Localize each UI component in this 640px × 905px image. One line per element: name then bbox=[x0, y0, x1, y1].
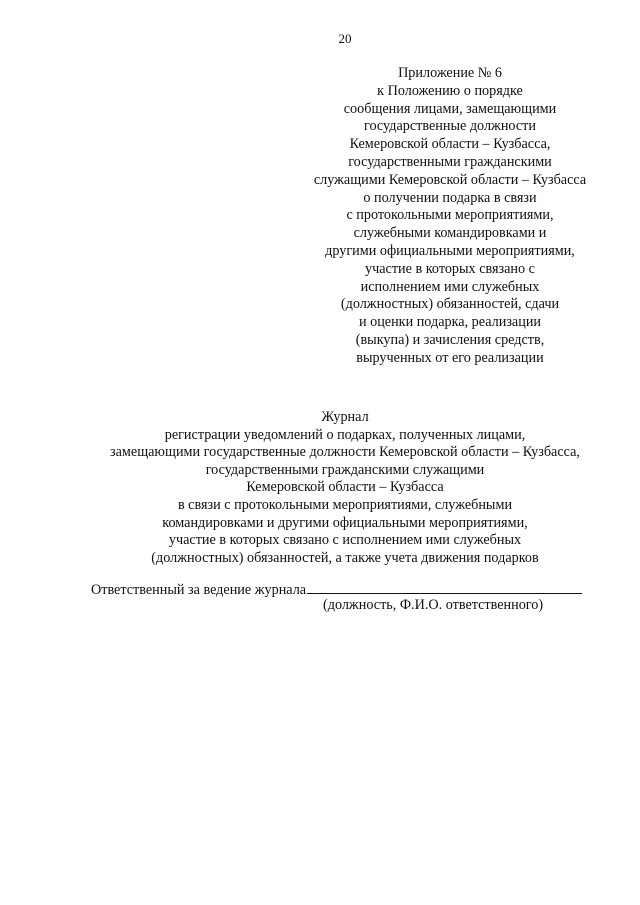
appendix-line: служащими Кемеровской области – Кузбасса bbox=[313, 171, 587, 188]
journal-title: Журнал bbox=[321, 409, 369, 425]
appendix-line: государственные должности bbox=[364, 118, 536, 135]
appendix-line: государственными гражданскими bbox=[348, 153, 552, 170]
journal-heading bbox=[60, 409, 630, 567]
journal-line: замещающими государственные должности Кемеровской области – Кузбасса, bbox=[110, 444, 580, 461]
appendix-line: исполнением ими служебных bbox=[360, 278, 540, 295]
responsible-blank-line bbox=[307, 579, 582, 594]
appendix-line: и оценки подарка, реализации bbox=[358, 314, 542, 331]
appendix-line: Приложение № 6 bbox=[398, 65, 502, 81]
appendix-line: о получении подарка в связи bbox=[363, 189, 537, 206]
appendix-line: Кемеровской области – Кузбасса, bbox=[349, 136, 551, 153]
journal-line: (должностных) обязанностей, а также учета движения подарков bbox=[151, 549, 539, 566]
appendix-line: сообщения лицами, замещающими bbox=[343, 100, 557, 117]
journal-line: государственными гражданскими служащими bbox=[205, 461, 485, 478]
appendix-line: служебными командировками и bbox=[353, 225, 547, 242]
journal-line: регистрации уведомлений о подарках, полученных лицами, bbox=[164, 426, 526, 443]
appendix-line: вырученных от его реализации bbox=[356, 349, 544, 366]
responsible-caption: (должность, Ф.И.О. ответственного) bbox=[323, 597, 544, 613]
appendix-line: участие в которых связано с bbox=[365, 260, 535, 277]
journal-line: Кемеровской области – Кузбасса bbox=[246, 479, 444, 496]
journal-line: участие в которых связано с исполнением ими служебных bbox=[168, 532, 522, 549]
appendix-line: (должностных) обязанностей, сдачи bbox=[340, 296, 560, 313]
responsible-field bbox=[91, 579, 611, 599]
page-number: 20 bbox=[338, 31, 352, 46]
journal-line: командировками и другими официальными мероприятиями, bbox=[162, 514, 528, 531]
appendix-line: с протокольными мероприятиями, bbox=[346, 207, 554, 224]
responsible-label: Ответственный за ведение журнала bbox=[91, 582, 307, 598]
journal-line: в связи с протокольными мероприятиями, служебными bbox=[177, 496, 513, 513]
appendix-line: (выкупа) и зачисления средств, bbox=[355, 331, 545, 348]
appendix-line: к Положению о порядке bbox=[377, 82, 523, 99]
appendix-line: другими официальными мероприятиями, bbox=[325, 242, 575, 259]
appendix-header bbox=[300, 65, 600, 368]
